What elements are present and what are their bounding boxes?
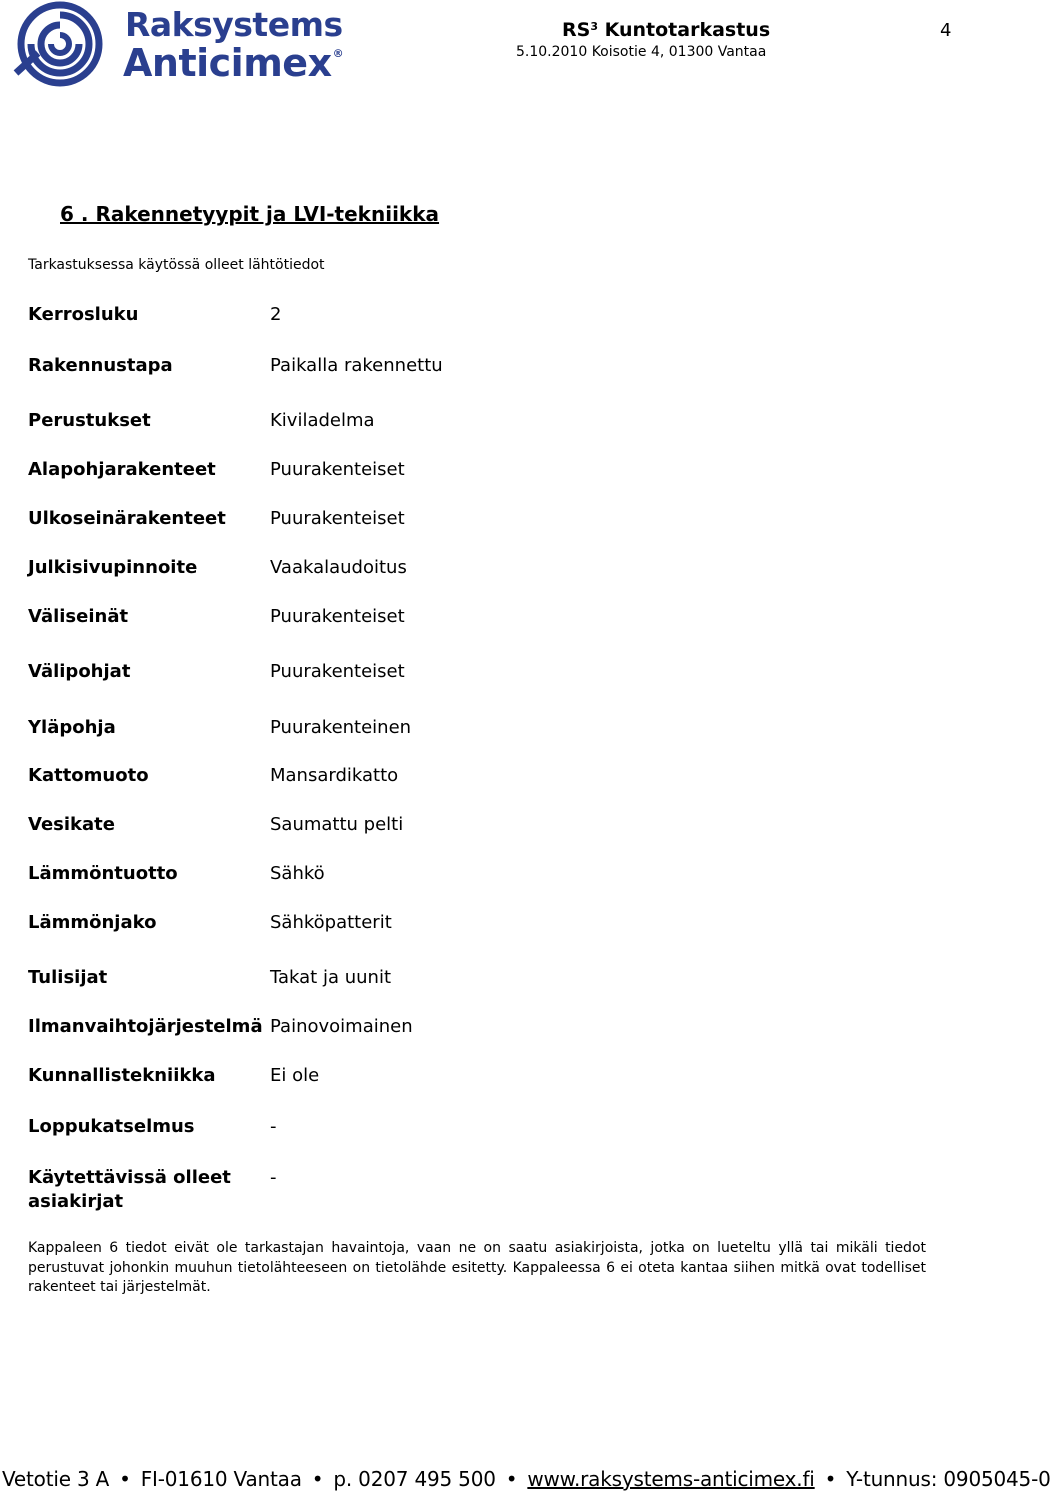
row-value: Vaakalaudoitus [270, 557, 407, 578]
footer-business-id: Y-tunnus: 0905045-0 [846, 1467, 1051, 1491]
logo-text-line2 [123, 41, 343, 85]
row-label: Lämmönjako [28, 912, 157, 933]
row-label: Tulisijat [28, 967, 108, 988]
row-label: Kunnallistekniikka [28, 1065, 216, 1086]
row-label: Lämmöntuotto [28, 863, 178, 884]
row-value: Paikalla rakennettu [270, 355, 443, 376]
logo-emblem-icon [10, 3, 110, 85]
report-title-prefix: RS [562, 19, 591, 41]
row-label: Ilmanvaihtojärjestelmä [28, 1016, 263, 1037]
report-subtitle: 5.10.2010 Koisotie 4, 01300 Vantaa [516, 44, 767, 60]
footer-separator: • [311, 1467, 324, 1491]
row-value: Sähköpatterit [270, 912, 392, 933]
row-value: Kiviladelma [270, 410, 375, 431]
row-value: Puurakenteiset [270, 606, 405, 627]
footer-separator: • [824, 1467, 837, 1491]
page-number: 4 [940, 20, 952, 41]
registered-mark: ® [332, 47, 344, 60]
row-value: Puurakenteiset [270, 508, 405, 529]
row-label: Yläpohja [28, 717, 116, 738]
report-title [562, 19, 770, 41]
footer-address: Vetotie 3 A [2, 1467, 110, 1491]
row-label: Käytettävissä olleet [28, 1167, 231, 1188]
row-value: Puurakenteiset [270, 661, 405, 682]
row-label: Kattomuoto [28, 765, 149, 786]
row-label: Kerrosluku [28, 304, 139, 325]
row-label: Perustukset [28, 410, 151, 431]
section-heading: 6 . Rakennetyypit ja LVI-tekniikka [60, 202, 440, 226]
report-title-superscript: 3 [590, 20, 598, 33]
row-value: Saumattu pelti [270, 814, 404, 835]
page-footer [2, 1467, 1051, 1491]
row-value: Painovoimainen [270, 1016, 413, 1037]
row-label: Ulkoseinärakenteet [28, 508, 226, 529]
row-label: Vesikate [28, 814, 115, 835]
row-label: Alapohjarakenteet [28, 459, 216, 480]
row-label-continuation: asiakirjat [28, 1191, 124, 1212]
row-value: Puurakenteiset [270, 459, 405, 480]
row-label: Julkisivupinnoite [28, 557, 198, 578]
row-value: Puurakenteinen [270, 717, 412, 738]
row-label: Loppukatselmus [28, 1116, 195, 1137]
row-label: Välipohjat [28, 661, 131, 682]
row-label: Väliseinät [28, 606, 129, 627]
row-label: Rakennustapa [28, 355, 173, 376]
footer-phone: p. 0207 495 500 [333, 1467, 496, 1491]
report-title-text: Kuntotarkastus [604, 19, 771, 41]
row-value: Takat ja uunit [270, 967, 391, 988]
footer-separator: • [505, 1467, 518, 1491]
row-value: Ei ole [270, 1065, 320, 1086]
row-value: - [270, 1116, 277, 1137]
row-value: Mansardikatto [270, 765, 399, 786]
logo-text-line1: Raksystems [125, 5, 343, 44]
row-value: 2 [270, 304, 282, 325]
footer-website-link[interactable]: www.raksystems-anticimex.fi [527, 1467, 815, 1491]
row-value: Sähkö [270, 863, 325, 884]
disclaimer-note: Kappaleen 6 tiedot eivät ole tarkastajan havaintoja, vaan ne on saatu asiakirjoista, jotka on lueteltu yllä tai mikäli tiedot perustuvat johonkin muuhun tietolähteeseen on tietolähde esitetty. Kappaleessa 6 ei oteta kantaa siihen mitkä ovat todelliset rakenteet tai järjestelmät. [28, 1240, 926, 1295]
footer-city: FI-01610 Vantaa [140, 1467, 302, 1491]
row-value: - [270, 1167, 277, 1188]
section-intro: Tarkastuksessa käytössä olleet lähtötiedot [28, 257, 325, 273]
company-logo [10, 3, 344, 85]
footer-separator: • [119, 1467, 131, 1491]
logo-text-anticimex: Anticimex [123, 41, 332, 85]
